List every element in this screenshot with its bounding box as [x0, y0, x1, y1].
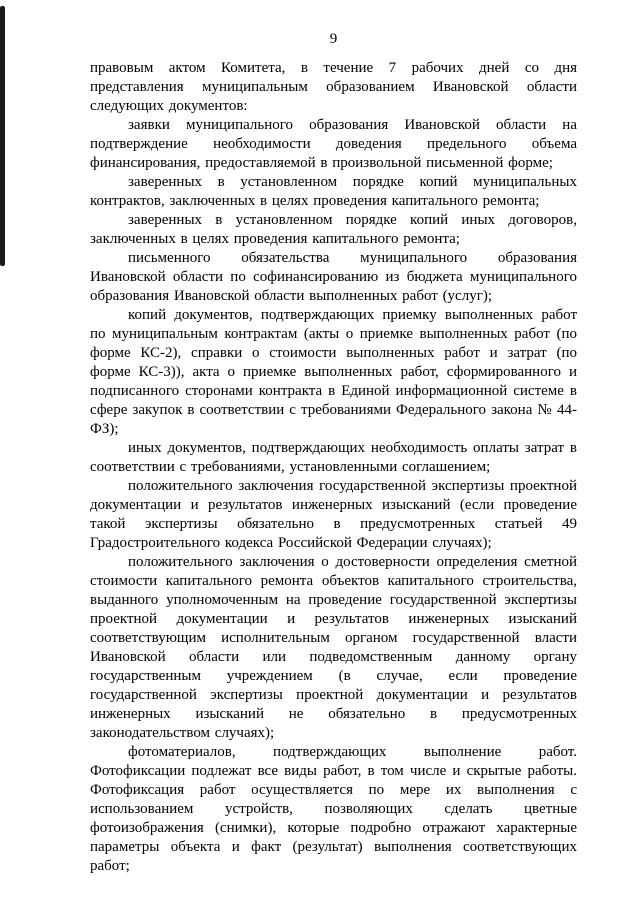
document-body	[90, 59, 577, 876]
paragraph: положительного заключения о достоверности определения сметной стоимости капитального ремонта объектов капитального строительства, выданного уполномоченным на проведение государственной экспертизы проектной документации и результатов инженерных изысканий соответствующим исполнительным органом государственной власти Ивановской области или подведомственным данному органу государственным учреждением (в случае, если проведение государственной экспертизы проектной документации и результатов инженерных изысканий не обязательно в предусмотренных законодательством случаях);	[90, 554, 577, 741]
paragraph: заверенных в установленном порядке копий муниципальных контрактов, заключенных в целях проведения капитального ремонта;	[90, 174, 577, 209]
page-number: 9	[329, 31, 338, 47]
paragraph: фотоматериалов, подтверждающих выполнение работ. Фотофиксации подлежат все виды работ, в том числе и скрытые работы. Фотофиксация работ осуществляется по мере их выполнения с использованием устройств, позволяющих сделать цветные фотоизображения (снимки), которые подробно отражают характерные параметры объекта и факт (результат) выполнения соответствующих работ;	[90, 744, 577, 874]
paragraph: иных документов, подтверждающих необходимость оплаты затрат в соответствии с требованиями, установленными соглашением;	[90, 440, 577, 475]
paragraph: копий документов, подтверждающих приемку выполненных работ по муниципальным контрактам (акты о приемке выполненных работ (по форме КС-2), справки о стоимости выполненных работ и затрат (по форме КС-3)), акта о приемке выполненных работ, сформированного и подписанного сторонами контракта в Единой информационной системе в сфере закупок в соответствии с требованиями Федерального закона № 44-ФЗ);	[90, 307, 577, 437]
paragraph: положительного заключения государственной экспертизы проектной документации и результатов инженерных изысканий (если проведение такой экспертизы обязательно в предусмотренных статьей 49 Градостроительного кодекса Российской Федерации случаях);	[90, 478, 577, 551]
paragraph: письменного обязательства муниципального образования Ивановской области по софинансированию из бюджета муниципального образования Ивановской области выполненных работ (услуг);	[90, 250, 577, 304]
scan-edge-artifact	[0, 6, 5, 266]
paragraph: заявки муниципального образования Ивановской области на подтверждение необходимости доведения предельного объема финансирования, предоставляемой в произвольной письменной форме;	[90, 117, 577, 171]
paragraph: правовым актом Комитета, в течение 7 рабочих дней со дня представления муниципальным образованием Ивановской области следующих документов:	[90, 60, 577, 114]
paragraph: заверенных в установленном порядке копий иных договоров, заключенных в целях проведения капитального ремонта;	[90, 212, 577, 247]
